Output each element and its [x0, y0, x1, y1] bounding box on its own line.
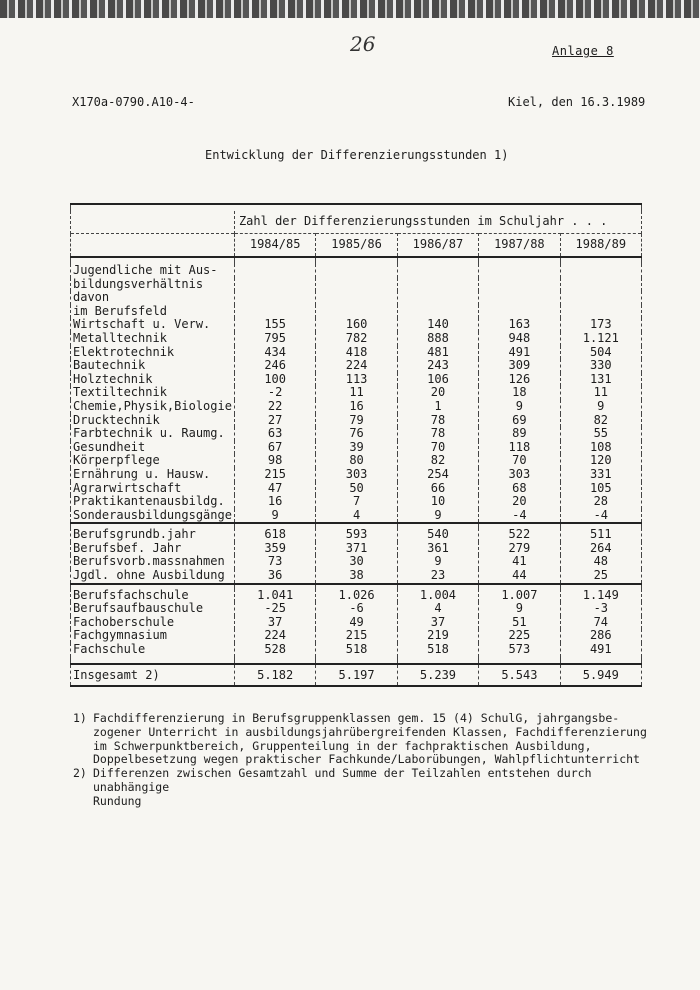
footnotes [73, 712, 673, 809]
table-row [71, 616, 642, 630]
total-value: 5.543 [479, 664, 560, 686]
value-cell: 491 [479, 346, 560, 360]
table-row [71, 427, 642, 441]
row-label: Jugendliche mit Aus- [71, 264, 235, 278]
value-cell: 70 [479, 454, 560, 468]
year-header: 1984/85 [234, 234, 315, 258]
section-berufsfelder [71, 318, 642, 523]
value-cell: 27 [234, 414, 315, 428]
value-cell: 66 [397, 482, 478, 496]
value-cell: 173 [560, 318, 641, 332]
intro-row [71, 278, 642, 292]
empty-cell [397, 291, 478, 305]
table-row [71, 318, 642, 332]
footnote-text [93, 712, 673, 767]
value-cell: 9 [397, 555, 478, 569]
value-cell: 224 [234, 629, 315, 643]
row-label: Gesundheit [71, 441, 235, 455]
value-cell: 254 [397, 468, 478, 482]
empty-cell [316, 291, 397, 305]
value-cell: -6 [316, 602, 397, 616]
empty-cell [560, 305, 641, 319]
value-cell: 286 [560, 629, 641, 643]
year-header-row [71, 234, 642, 258]
value-cell: 303 [479, 468, 560, 482]
empty-cell [479, 291, 560, 305]
value-cell: 303 [316, 468, 397, 482]
value-cell: -25 [234, 602, 315, 616]
value-cell: 20 [397, 386, 478, 400]
value-cell: 108 [560, 441, 641, 455]
value-cell: 73 [234, 555, 315, 569]
value-cell: 48 [560, 555, 641, 569]
table-row [71, 495, 642, 509]
value-cell: 279 [479, 542, 560, 556]
value-cell: 160 [316, 318, 397, 332]
value-cell: 618 [234, 528, 315, 542]
value-cell: 224 [316, 359, 397, 373]
value-cell: 16 [316, 400, 397, 414]
value-cell: 219 [397, 629, 478, 643]
footnote [73, 767, 673, 808]
empty-cell [479, 278, 560, 292]
table-row [71, 602, 642, 616]
value-cell: 105 [560, 482, 641, 496]
value-cell: 155 [234, 318, 315, 332]
row-label: Agrarwirtschaft [71, 482, 235, 496]
value-cell: 37 [397, 616, 478, 630]
row-label: Metalltechnik [71, 332, 235, 346]
value-cell: 795 [234, 332, 315, 346]
value-cell: 118 [479, 441, 560, 455]
annex-label: Anlage 8 [552, 44, 614, 58]
value-cell: 38 [316, 569, 397, 584]
empty-cell [479, 264, 560, 278]
empty-cell [234, 278, 315, 292]
value-cell: 37 [234, 616, 315, 630]
footnote [73, 712, 673, 767]
value-cell: 30 [316, 555, 397, 569]
footnote-line: Rundung [93, 793, 142, 808]
row-label: Drucktechnik [71, 414, 235, 428]
row-label: Holztechnik [71, 373, 235, 387]
empty-cell [397, 278, 478, 292]
value-cell: 528 [234, 643, 315, 657]
value-cell: 23 [397, 569, 478, 584]
value-cell: 11 [560, 386, 641, 400]
document-title: Entwicklung der Differenzierungsstunden 1) [205, 148, 509, 162]
value-cell: 1.121 [560, 332, 641, 346]
value-cell: -4 [560, 509, 641, 524]
value-cell: 215 [234, 468, 315, 482]
empty-cell [234, 264, 315, 278]
value-cell: 7 [316, 495, 397, 509]
place-date: Kiel, den 16.3.1989 [508, 95, 646, 109]
table-row [71, 528, 642, 542]
value-cell: 82 [560, 414, 641, 428]
value-cell: 504 [560, 346, 641, 360]
intro-row [71, 291, 642, 305]
total-value: 5.197 [316, 664, 397, 686]
row-label: Wirtschaft u. Verw. [71, 318, 235, 332]
value-cell: 948 [479, 332, 560, 346]
empty-cell [316, 264, 397, 278]
intro-section [71, 257, 642, 318]
value-cell: 100 [234, 373, 315, 387]
empty-cell [479, 305, 560, 319]
value-cell: 120 [560, 454, 641, 468]
value-cell: 11 [316, 386, 397, 400]
value-cell: 9 [479, 400, 560, 414]
value-cell: 55 [560, 427, 641, 441]
table-row [71, 509, 642, 524]
total-row [71, 664, 642, 686]
row-label: Jgdl. ohne Ausbildung [71, 569, 235, 584]
table-row [71, 555, 642, 569]
value-cell: 888 [397, 332, 478, 346]
table-row [71, 454, 642, 468]
value-cell: 573 [479, 643, 560, 657]
value-cell: 1.007 [479, 589, 560, 603]
value-cell: -3 [560, 602, 641, 616]
row-label: Körperpflege [71, 454, 235, 468]
row-label: Sonderausbildungsgänge [71, 509, 235, 524]
value-cell: 78 [397, 414, 478, 428]
table-row [71, 643, 642, 657]
value-cell: 25 [560, 569, 641, 584]
intro-row [71, 305, 642, 319]
value-cell: 491 [560, 643, 641, 657]
intro-row [71, 264, 642, 278]
value-cell: 41 [479, 555, 560, 569]
value-cell: 9 [560, 400, 641, 414]
value-cell: 309 [479, 359, 560, 373]
value-cell: -4 [479, 509, 560, 524]
value-cell: 593 [316, 528, 397, 542]
table-row [71, 359, 642, 373]
total-value: 5.239 [397, 664, 478, 686]
row-label: Bautechnik [71, 359, 235, 373]
year-header: 1988/89 [560, 234, 641, 258]
empty-cell [234, 291, 315, 305]
value-cell: 4 [397, 602, 478, 616]
value-cell: 79 [316, 414, 397, 428]
table-row [71, 386, 642, 400]
value-cell: 67 [234, 441, 315, 455]
empty-cell [560, 264, 641, 278]
table-row [71, 468, 642, 482]
value-cell: 1 [397, 400, 478, 414]
value-cell: 68 [479, 482, 560, 496]
section-schulformen [71, 589, 642, 657]
empty-cell [316, 305, 397, 319]
empty-cell [560, 291, 641, 305]
value-cell: 511 [560, 528, 641, 542]
value-cell: 106 [397, 373, 478, 387]
table-row [71, 629, 642, 643]
row-label: im Berufsfeld [71, 305, 235, 319]
value-cell: 9 [234, 509, 315, 524]
statistics-table [70, 203, 642, 687]
value-cell: 51 [479, 616, 560, 630]
value-cell: 126 [479, 373, 560, 387]
value-cell: 74 [560, 616, 641, 630]
value-cell: 215 [316, 629, 397, 643]
row-label: Fachgymnasium [71, 629, 235, 643]
row-label: bildungsverhältnis [71, 278, 235, 292]
row-label: Chemie,Physik,Biologie [71, 400, 235, 414]
footnote-line: im Schwerpunktbereich, Gruppenteilung in der fachpraktischen Ausbildung, [93, 738, 592, 753]
value-cell: 522 [479, 528, 560, 542]
footnote-number: 2) [73, 766, 87, 781]
value-cell: 518 [397, 643, 478, 657]
footnote-line: Differenzen zwischen Gesamtzahl und Summe der Teilzahlen entstehen durch unabhängige [93, 766, 592, 794]
label-column-header-blank [71, 234, 235, 258]
empty-cell [316, 278, 397, 292]
value-cell: 44 [479, 569, 560, 584]
value-cell: 9 [479, 602, 560, 616]
footnote-line: Doppelbesetzung wegen praktischer Fachkunde/Laborübungen, Wahlpflichtunterricht [93, 752, 640, 767]
value-cell: 4 [316, 509, 397, 524]
value-cell: 140 [397, 318, 478, 332]
value-cell: 246 [234, 359, 315, 373]
scan-artifact-bar [0, 0, 700, 18]
table-row [71, 373, 642, 387]
value-cell: 28 [560, 495, 641, 509]
footnote-line: Fachdifferenzierung in Berufsgruppenklassen gem. 15 (4) SchulG, jahrgangsbe- [93, 711, 620, 725]
value-cell: 540 [397, 528, 478, 542]
value-cell: 22 [234, 400, 315, 414]
value-cell: 418 [316, 346, 397, 360]
value-cell: 264 [560, 542, 641, 556]
value-cell: 518 [316, 643, 397, 657]
table-row [71, 400, 642, 414]
empty-cell [397, 264, 478, 278]
value-cell: 47 [234, 482, 315, 496]
footnote-text [93, 767, 673, 808]
row-label: Berufsvorb.massnahmen [71, 555, 235, 569]
value-cell: 18 [479, 386, 560, 400]
footnote-number: 1) [73, 711, 87, 725]
value-cell: 70 [397, 441, 478, 455]
value-cell: 782 [316, 332, 397, 346]
total-value: 5.182 [234, 664, 315, 686]
value-cell: 225 [479, 629, 560, 643]
value-cell: 82 [397, 454, 478, 468]
value-cell: 331 [560, 468, 641, 482]
table-row [71, 332, 642, 346]
row-label: Praktikantenausbildg. [71, 495, 235, 509]
value-cell: 243 [397, 359, 478, 373]
value-cell: 36 [234, 569, 315, 584]
value-cell: 330 [560, 359, 641, 373]
value-cell: 361 [397, 542, 478, 556]
value-cell: 131 [560, 373, 641, 387]
value-cell: 16 [234, 495, 315, 509]
value-cell: 163 [479, 318, 560, 332]
value-cell: 1.026 [316, 589, 397, 603]
row-label: Berufsgrundb.jahr [71, 528, 235, 542]
table-row [71, 346, 642, 360]
table-row [71, 482, 642, 496]
row-label: Berufsfachschule [71, 589, 235, 603]
total-label: Insgesamt 2) [71, 664, 235, 686]
label-column-header [71, 211, 235, 234]
row-label: Elektrotechnik [71, 346, 235, 360]
value-cell: 20 [479, 495, 560, 509]
value-cell: 1.004 [397, 589, 478, 603]
year-header: 1985/86 [316, 234, 397, 258]
row-label: Ernährung u. Hausw. [71, 468, 235, 482]
row-label: Textiltechnik [71, 386, 235, 400]
value-cell: 63 [234, 427, 315, 441]
row-label: Fachoberschule [71, 616, 235, 630]
value-cell: 50 [316, 482, 397, 496]
value-cell: 80 [316, 454, 397, 468]
empty-cell [397, 305, 478, 319]
value-cell: 39 [316, 441, 397, 455]
value-cell: -2 [234, 386, 315, 400]
year-header: 1986/87 [397, 234, 478, 258]
table-row [71, 589, 642, 603]
value-cell: 371 [316, 542, 397, 556]
value-cell: 1.041 [234, 589, 315, 603]
value-cell: 1.149 [560, 589, 641, 603]
table-row [71, 441, 642, 455]
section-vollzeit [71, 528, 642, 583]
handwritten-page-number: 26 [350, 32, 376, 56]
value-cell: 113 [316, 373, 397, 387]
value-cell: 49 [316, 616, 397, 630]
row-label: Berufsbef. Jahr [71, 542, 235, 556]
group-header: Zahl der Differenzierungsstunden im Schuljahr . . . [234, 211, 641, 234]
value-cell: 76 [316, 427, 397, 441]
empty-cell [560, 278, 641, 292]
reference-number: X170a-0790.A10-4- [72, 95, 195, 109]
empty-cell [234, 305, 315, 319]
value-cell: 481 [397, 346, 478, 360]
value-cell: 89 [479, 427, 560, 441]
row-label: Fachschule [71, 643, 235, 657]
value-cell: 10 [397, 495, 478, 509]
value-cell: 359 [234, 542, 315, 556]
table-row [71, 414, 642, 428]
footnote-line: zogener Unterricht in ausbildungsjahrübergreifenden Klassen, Fachdifferenzierung [93, 724, 647, 739]
table-row [71, 569, 642, 584]
total-value: 5.949 [560, 664, 641, 686]
row-label: Farbtechnik u. Raumg. [71, 427, 235, 441]
value-cell: 98 [234, 454, 315, 468]
row-label: davon [71, 291, 235, 305]
table-row [71, 542, 642, 556]
value-cell: 69 [479, 414, 560, 428]
value-cell: 78 [397, 427, 478, 441]
value-cell: 434 [234, 346, 315, 360]
year-header: 1987/88 [479, 234, 560, 258]
value-cell: 9 [397, 509, 478, 524]
row-label: Berufsaufbauschule [71, 602, 235, 616]
